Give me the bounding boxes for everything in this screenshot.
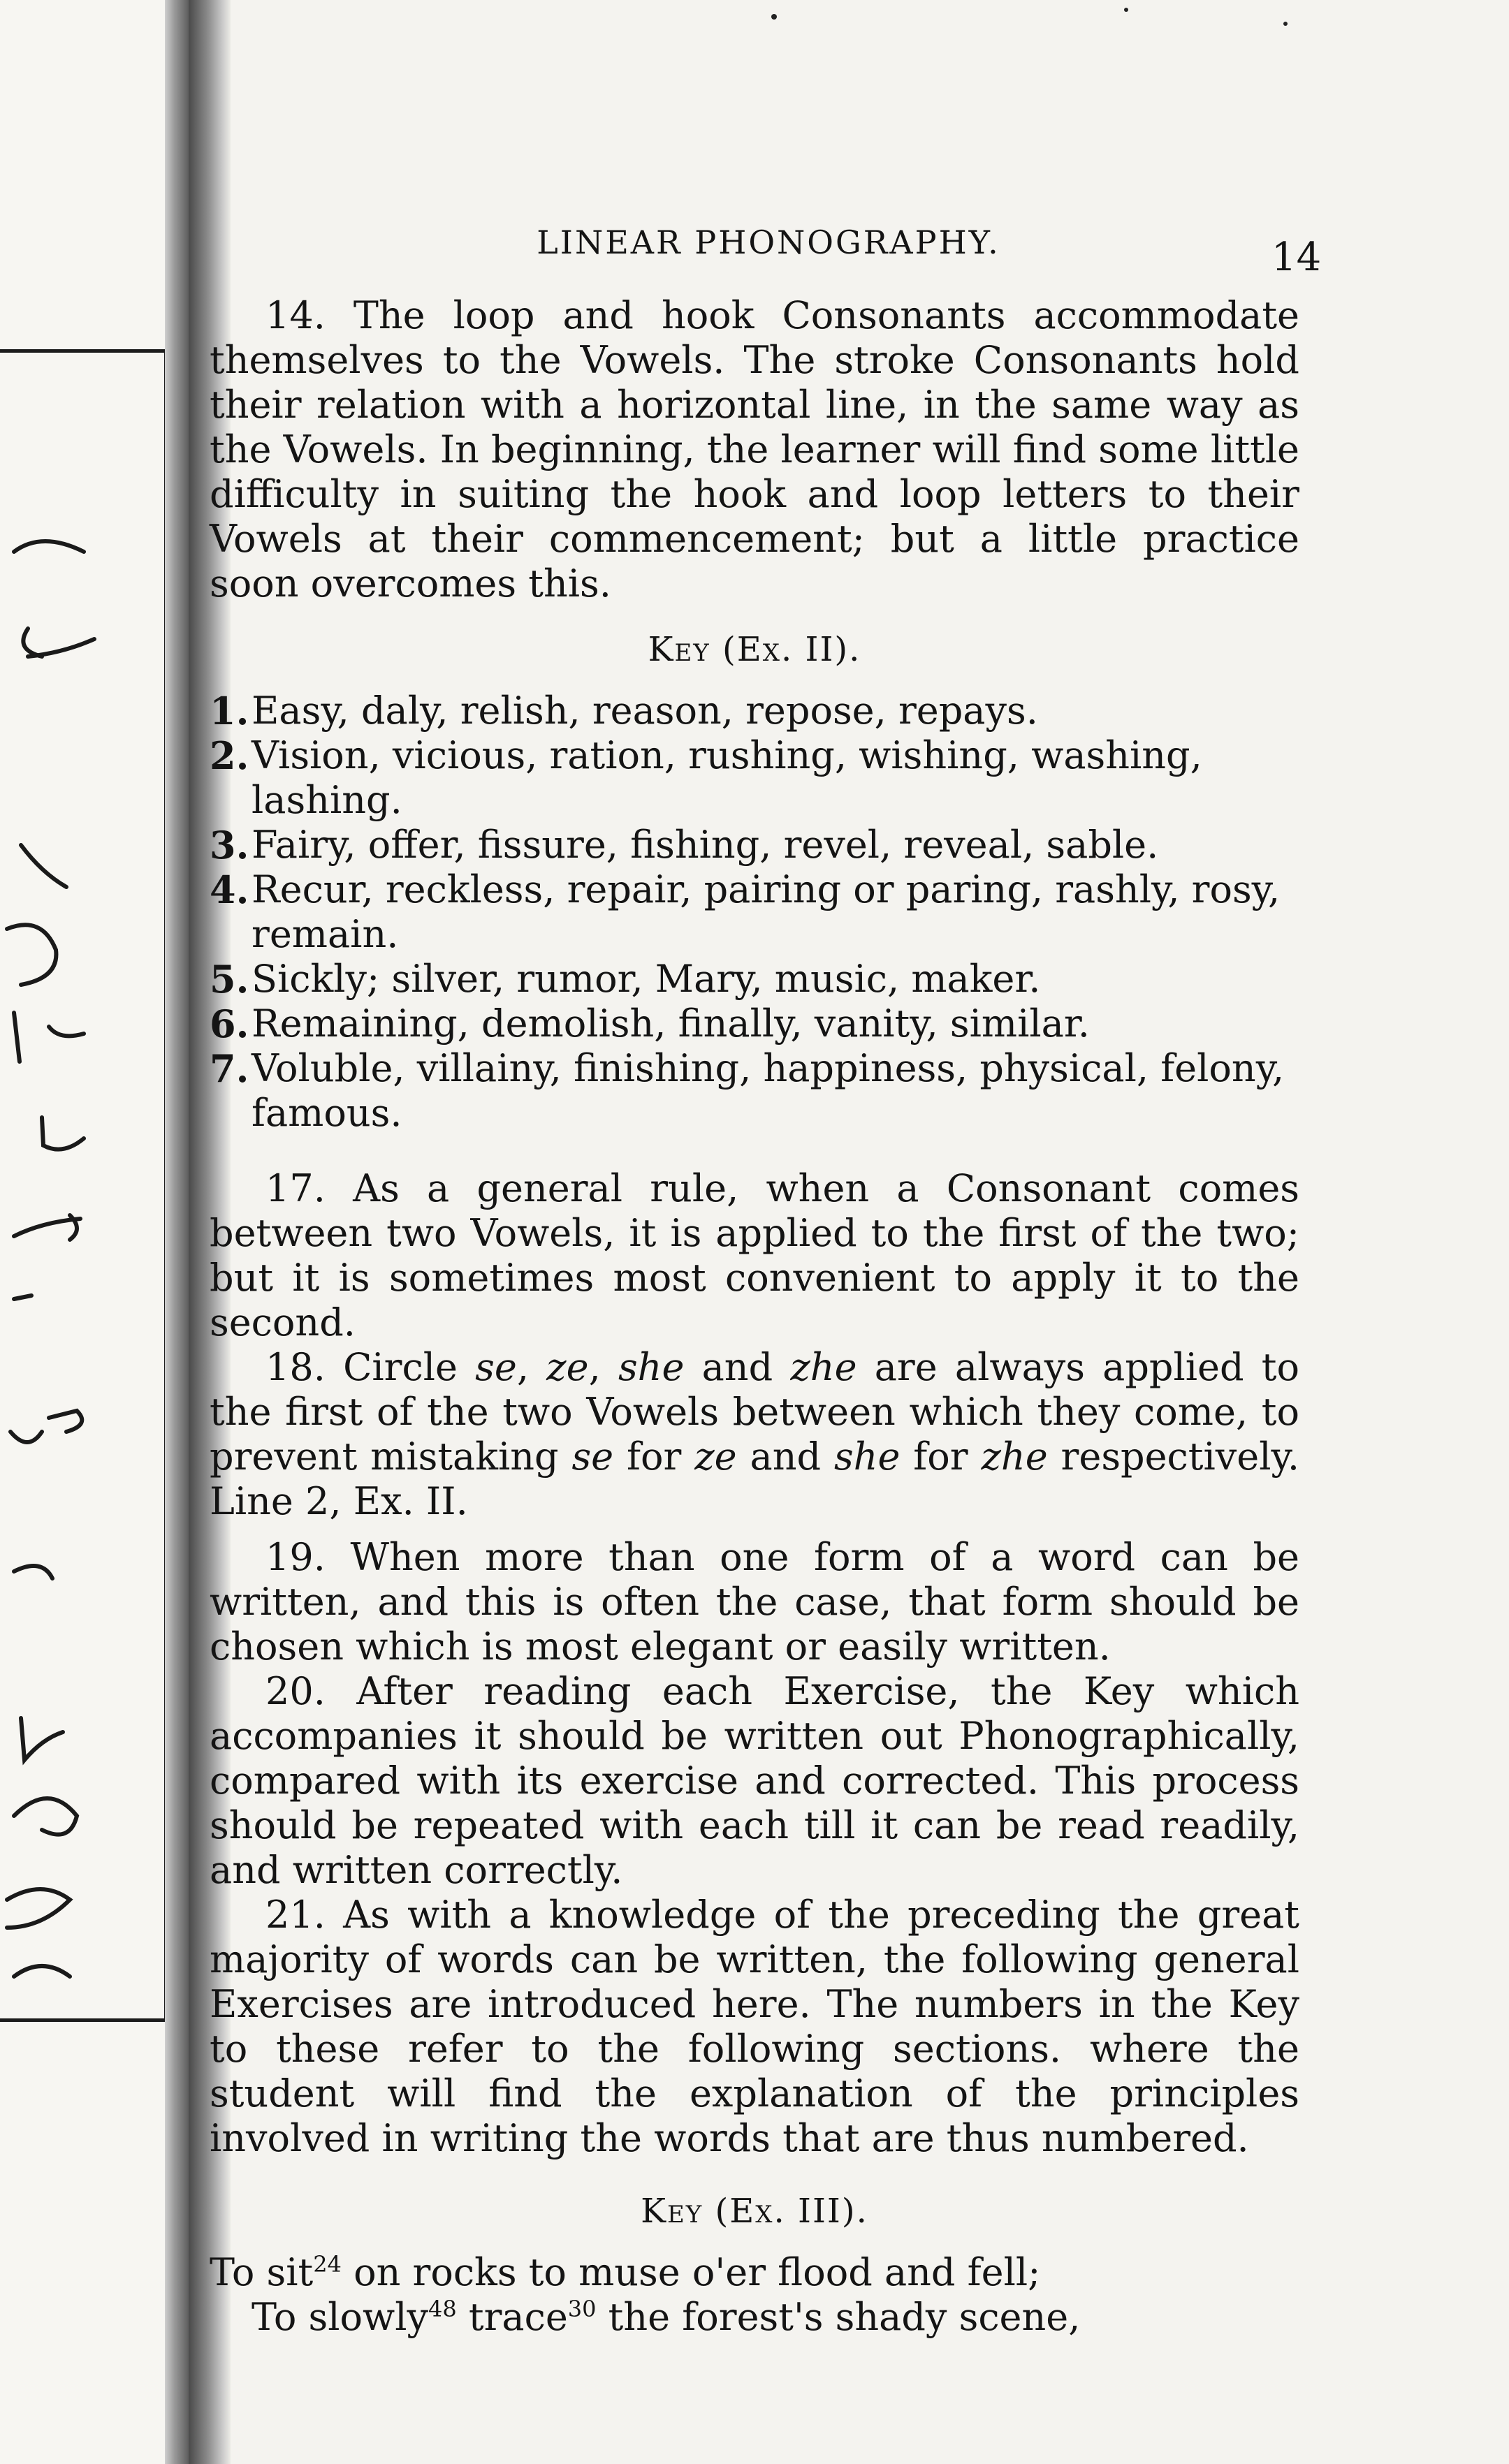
italic-term: ze [694,1435,737,1479]
italic-term: she [833,1435,901,1479]
spacer [210,1136,1299,1166]
italic-term: she [618,1345,685,1389]
facing-page [0,0,189,2464]
key-item-number: 7. [210,1046,249,1091]
italic-term: zhe [790,1345,857,1389]
running-head: LINEAR PHONOGRAPHY. [537,223,1000,261]
paragraph-14: 14. The loop and hook Consonants accommodate themselves to the Vowels. The stroke Consonants hold their relation with a horizontal line, in the same way as the Vowels. In beginning, the learner will find some little difficulty in suiting the hook and loop letters to their Vowels at their commencement; but a little practice soon overcomes this. [210,293,1299,606]
key-item-number: 2. [210,733,249,778]
paragraph-20: 20. After reading each Exercise, the Key which accompanies it should be written out Phonographically, compared with its exercise and corrected. This process should be repeated with each till it can be read readily, and written correctly. [210,1669,1299,1892]
paragraph-21: 21. As with a knowledge of the preceding the great majority of words can be written, the following general Exercises are introduced here. The numbers in the Key to these refer to the following sections. where the student will find the explanation of the principles involved in writing the words that are thus numbered. [210,1893,1299,2160]
text-run: 18. Circle [265,1345,476,1389]
paragraph-18 [210,1345,1299,1524]
paragraph-17: 17. As a general rule, when a Consonant comes between two Vowels, it is applied to the first of the two; but it is sometimes most convenient to apply it to the second. [210,1166,1299,1344]
italic-term: ze [546,1345,589,1389]
key-item [210,1002,1299,1046]
key-item-text: Easy, daly, relish, reason, repose, repays. [252,689,1038,733]
key-item-text: Remaining, demolish, finally, vanity, similar. [252,1002,1090,1046]
text-run: trace [456,2295,568,2339]
text-run: , [516,1345,547,1389]
key-ex-2-heading: Key (Ex. II). [648,630,861,669]
verse-line [210,2295,1299,2340]
key-ex-3-heading: Key (Ex. III). [641,2192,868,2231]
shorthand-marks [0,0,189,2464]
text-run: and [684,1345,791,1389]
scan-specks [0,0,1509,42]
key-item-text: Vision, vicious, ration, rushing, wishing, washing, lashing. [252,733,1202,822]
verse-line [210,2250,1299,2295]
key-item [210,867,1299,957]
key-item-text: Sickly; silver, rumor, Mary, music, maker. [252,957,1041,1001]
text-run: for [900,1435,982,1479]
text-run: respectively. Line 2, Ex. II. [210,1435,1300,1523]
key-ex-2-list [210,689,1299,1136]
spine-edge [165,0,189,2464]
text-run: To slowly [252,2295,428,2339]
reference-number: 24 [313,2251,342,2278]
text-run: for [613,1435,695,1479]
key-item-number: 3. [210,823,249,867]
key-item-number: 1. [210,689,249,733]
key-item-text: Recur, reckless, repair, pairing or paring, rashly, rosy, remain. [252,867,1281,956]
text-run: the forest's shady scene, [596,2295,1081,2339]
page-body [210,293,1299,2340]
key-ex-3-verse [210,2250,1299,2340]
italic-term: zhe [981,1435,1048,1479]
key-item [210,1046,1299,1136]
page-number: 14 [1271,235,1322,280]
italic-term: se [571,1435,614,1479]
text-run: To sit [210,2250,314,2294]
key-item [210,957,1299,1002]
key-item-number: 5. [210,957,249,1002]
key-item-text: Voluble, villainy, finishing, happiness, physical, felony, famous. [252,1046,1285,1135]
text-run: and [736,1435,834,1479]
reference-number: 48 [428,2296,457,2322]
reference-number: 30 [567,2296,597,2322]
key-item [210,689,1299,733]
italic-term: se [475,1345,517,1389]
key-item [210,733,1299,823]
text-run: on rocks to muse o'er flood and fell; [341,2250,1041,2294]
paragraph-19: 19. When more than one form of a word can be written, and this is often the case, that form should be chosen which is most elegant or easily written. [210,1535,1299,1669]
key-item-number: 6. [210,1002,249,1046]
text-run: , [588,1345,618,1389]
text-run: are always applied to the first of the two Vowels between which they come, to prevent mistaking [210,1345,1299,1479]
spacer [210,1524,1299,1535]
key-item-text: Fairy, offer, fissure, fishing, revel, reveal, sable. [252,823,1159,867]
key-item [210,823,1299,867]
key-item-number: 4. [210,867,249,912]
